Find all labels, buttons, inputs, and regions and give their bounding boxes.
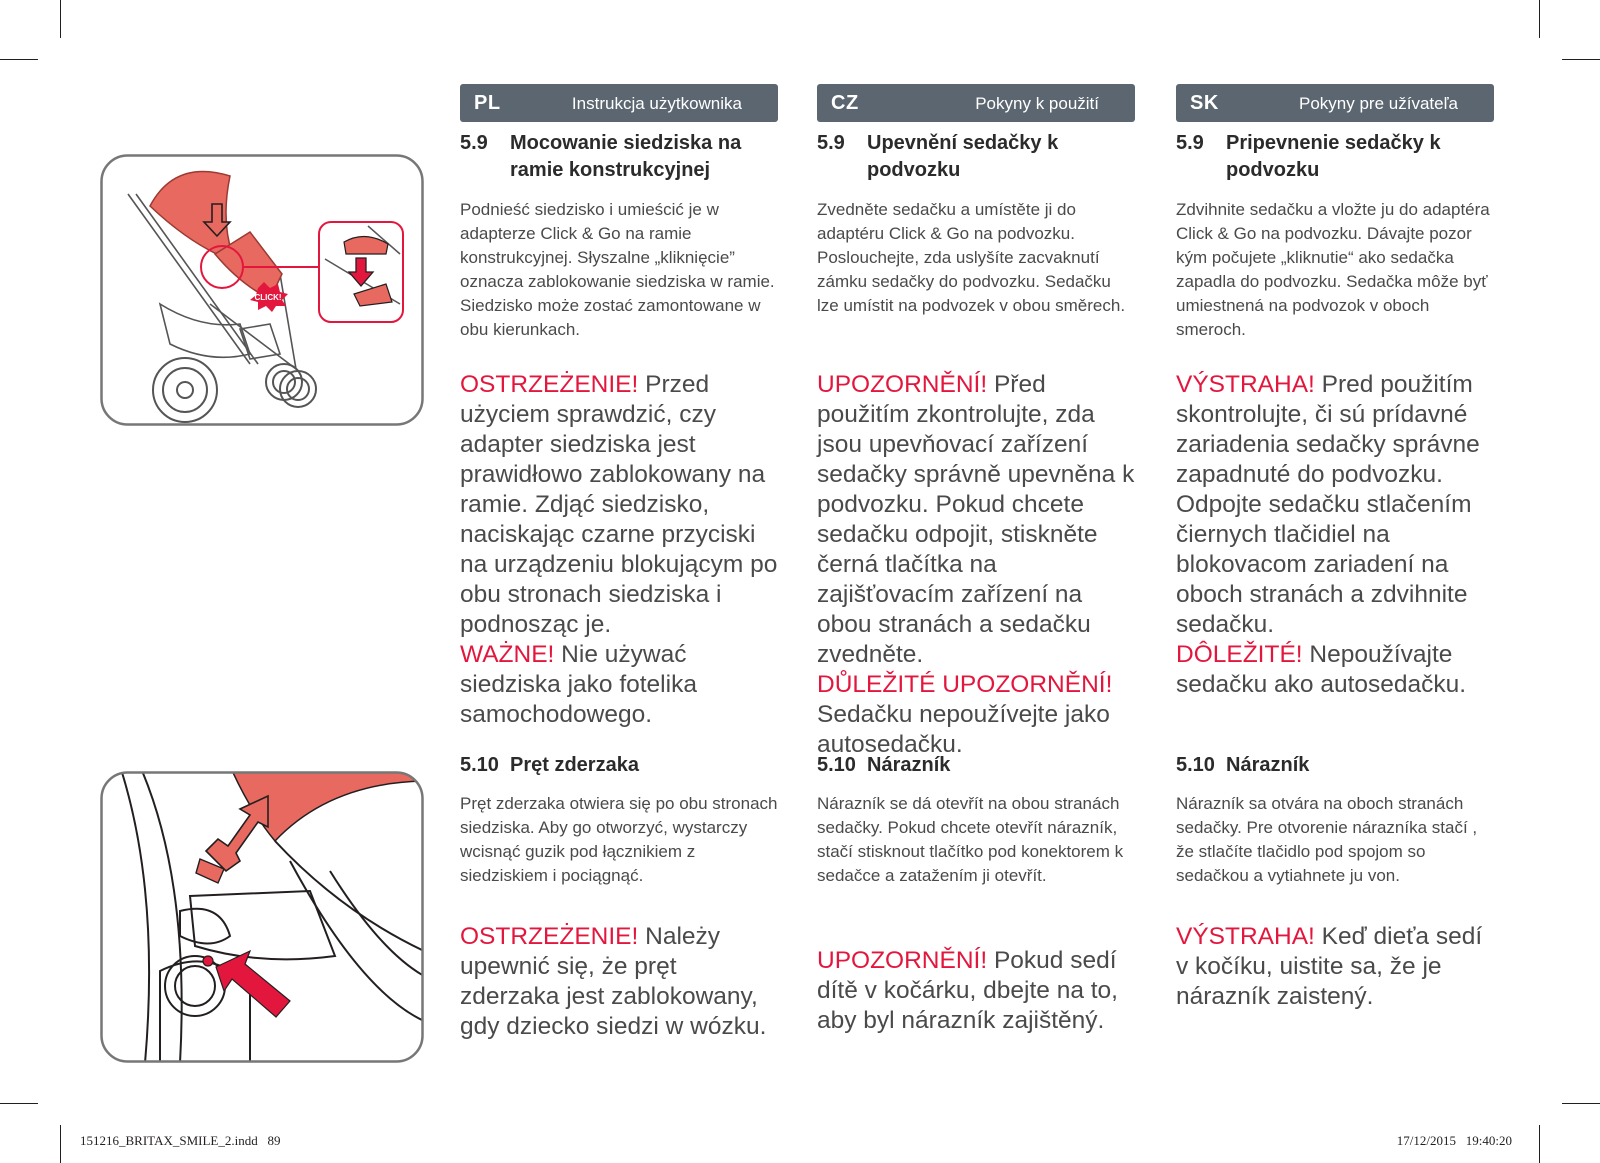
- section-5-9-text: Zvedněte sedačku a umístěte ji do adaptéru Click & Go na podvozku. Poslouchejte, zda uslyšíte zacvaknutí zámku sedačky do podvozku. Sedačku lze umístit na podvozek v obou směrech.: [817, 200, 1126, 315]
- important-label: DÔLEŽITÉ!: [1176, 641, 1303, 668]
- section-title: Nárazník: [867, 754, 951, 776]
- warning-text: Przed użyciem sprawdzić, czy adapter siedziska jest prawidłowo zablokowany na ramie. Zdjąć siedzisko, naciskając czarne przyciski na urządzeniu blokującym po obu stronach siedziska i podnosząc je.: [460, 371, 778, 638]
- click-label: CLICK!: [254, 293, 282, 302]
- crop-mark-top-left-v: [60, 0, 61, 38]
- bumper-bar-illustration: [100, 771, 424, 1063]
- section-5-10-text: Nárazník sa otvára na oboch stranách sedačky. Pre otvorenie nárazníka stačí , že stlačíte tlačidlo pod spojom so sedačkou a vytiahnete ju von.: [1176, 794, 1478, 885]
- section-5-9-heading: [817, 130, 1135, 184]
- language-code: PL: [474, 92, 501, 114]
- section-number: 5.9: [1176, 132, 1204, 154]
- warning-label: UPOZORNĚNÍ!: [817, 371, 988, 398]
- column-pl: [460, 84, 778, 1040]
- important-text: Nie używać siedziska jako fotelika samochodowego.: [460, 641, 697, 728]
- section-5-9-heading: [460, 130, 778, 184]
- section-title: Nárazník: [1226, 754, 1310, 776]
- section-5-10-warning: [1176, 922, 1494, 1012]
- section-number: 5.9: [460, 132, 488, 154]
- important-label: DŮLEŽITÉ UPOZORNĚNÍ!: [817, 671, 1113, 698]
- section-5-10-heading: [460, 752, 778, 779]
- section-title: Pripevnenie sedačky k podvozku: [1226, 132, 1441, 181]
- section-5-9-text: Podnieść siedzisko i umieścić je w adapterze Click & Go na ramie konstrukcyjnej. Słyszalne „kliknięcie” oznacza zablokowanie siedziska w ramie. Siedzisko może zostać zamontowane w obu kierunkach.: [460, 200, 775, 339]
- crop-mark-top-right-v: [1539, 0, 1540, 38]
- crop-mark-bottom-right-v: [1539, 1125, 1540, 1163]
- section-number: 5.10: [460, 754, 499, 776]
- section-number: 5.10: [1176, 754, 1215, 776]
- header-title: Instrukcja użytkownika: [571, 94, 742, 113]
- section-5-10-warning: [817, 946, 1135, 1036]
- warning-label: VÝSTRAHA!: [1176, 371, 1315, 398]
- warning-label: OSTRZEŻENIE!: [460, 371, 639, 398]
- crop-mark-top-left-h: [0, 59, 38, 60]
- warning-label: VÝSTRAHA!: [1176, 923, 1315, 950]
- crop-mark-bottom-left-h: [0, 1103, 38, 1104]
- warning-text: Před použitím zkontrolujte, zda jsou upevňovací zařízení sedačky správně upevněna k podvozku. Pokud chcete sedačku odpojit, stiskněte černá tlačítka na zajišťovacím zařízení na obou stranách a sedačku zvedněte.: [817, 371, 1135, 668]
- section-number: 5.10: [817, 754, 856, 776]
- warning-text: Należy upewnić się, że pręt zderzaka jest zablokowany, gdy dziecko siedzi w wózku.: [460, 923, 767, 1040]
- section-5-9-text: Zdvihnite sedačku a vložte ju do adaptéra Click & Go na podvozku. Dávajte pozor kým počujete „kliknutie“ ako sedačka zapadla do podvozku. Sedačka môže byť umiestnená na podvozok v oboch smeroch.: [1176, 200, 1490, 339]
- language-header-pl: [460, 84, 778, 122]
- section-5-9-warning: [1176, 370, 1494, 700]
- footer-timestamp: 17/12/2015 19:40:20: [1396, 1133, 1512, 1148]
- header-title: Pokyny k použití: [975, 94, 1099, 113]
- header-title: Pokyny pre užívateľa: [1299, 94, 1458, 113]
- section-title: Mocowanie siedziska na ramie konstrukcyjnej: [510, 132, 742, 181]
- language-header-sk: [1176, 84, 1494, 122]
- language-code: SK: [1190, 92, 1219, 114]
- language-header-cz: [817, 84, 1135, 122]
- important-text: Sedačku nepoužívejte jako autosedačku.: [817, 701, 1110, 758]
- section-5-10-text: Nárazník se dá otevřít na obou stranách sedačky. Pokud chcete otevřít nárazník, stačí stisknout tlačítko pod konektorem k sedačce a zatažením ji otevřít.: [817, 794, 1124, 885]
- section-5-9-warning: [460, 370, 778, 730]
- crop-mark-bottom-right-h: [1562, 1103, 1600, 1104]
- important-text: Nepoužívajte sedačku ako autosedačku.: [1176, 641, 1467, 698]
- stroller-seat-illustration: [100, 154, 424, 426]
- warning-text: Keď dieťa sedí v kočíku, uistite sa, že je nárazník zaistený.: [1176, 923, 1483, 1010]
- language-code: CZ: [831, 92, 859, 114]
- footer-file-info: 151216_BRITAX_SMILE_2.indd 89: [80, 1133, 281, 1148]
- section-5-10-text: Pręt zderzaka otwiera się po obu stronach siedziska. Aby go otworzyć, wystarczy wcisnąć guzik pod łącznikiem z siedziskiem i pociągnąć.: [460, 794, 778, 885]
- warning-label: UPOZORNĚNÍ!: [817, 947, 988, 974]
- column-sk: [1176, 84, 1494, 1010]
- important-label: WAŻNE!: [460, 641, 555, 668]
- section-number: 5.9: [817, 132, 845, 154]
- warning-text: Pred použitím skontrolujte, či sú prídavné zariadenia sedačky správne zapadnuté do podvozku. Odpojte sedačku stlačením čiernych tlačidiel na blokovacom zariadení na oboch stranách a zdvihnite sedačku.: [1176, 371, 1480, 638]
- section-5-10-heading: [1176, 752, 1494, 779]
- section-5-10-heading: [817, 752, 1135, 779]
- crop-mark-bottom-left-v: [60, 1125, 61, 1163]
- section-title: Pręt zderzaka: [510, 754, 639, 776]
- column-cz: [817, 84, 1135, 1034]
- section-5-9-warning: [817, 370, 1135, 760]
- crop-mark-top-right-h: [1562, 59, 1600, 60]
- warning-text: Pokud sedí dítě v kočárku, dbejte na to, aby byl nárazník zajištěný.: [817, 947, 1118, 1034]
- section-5-10-warning: [460, 922, 778, 1042]
- warning-label: OSTRZEŻENIE!: [460, 923, 639, 950]
- section-5-9-heading: [1176, 130, 1494, 184]
- section-title: Upevnění sedačky k podvozku: [867, 132, 1059, 181]
